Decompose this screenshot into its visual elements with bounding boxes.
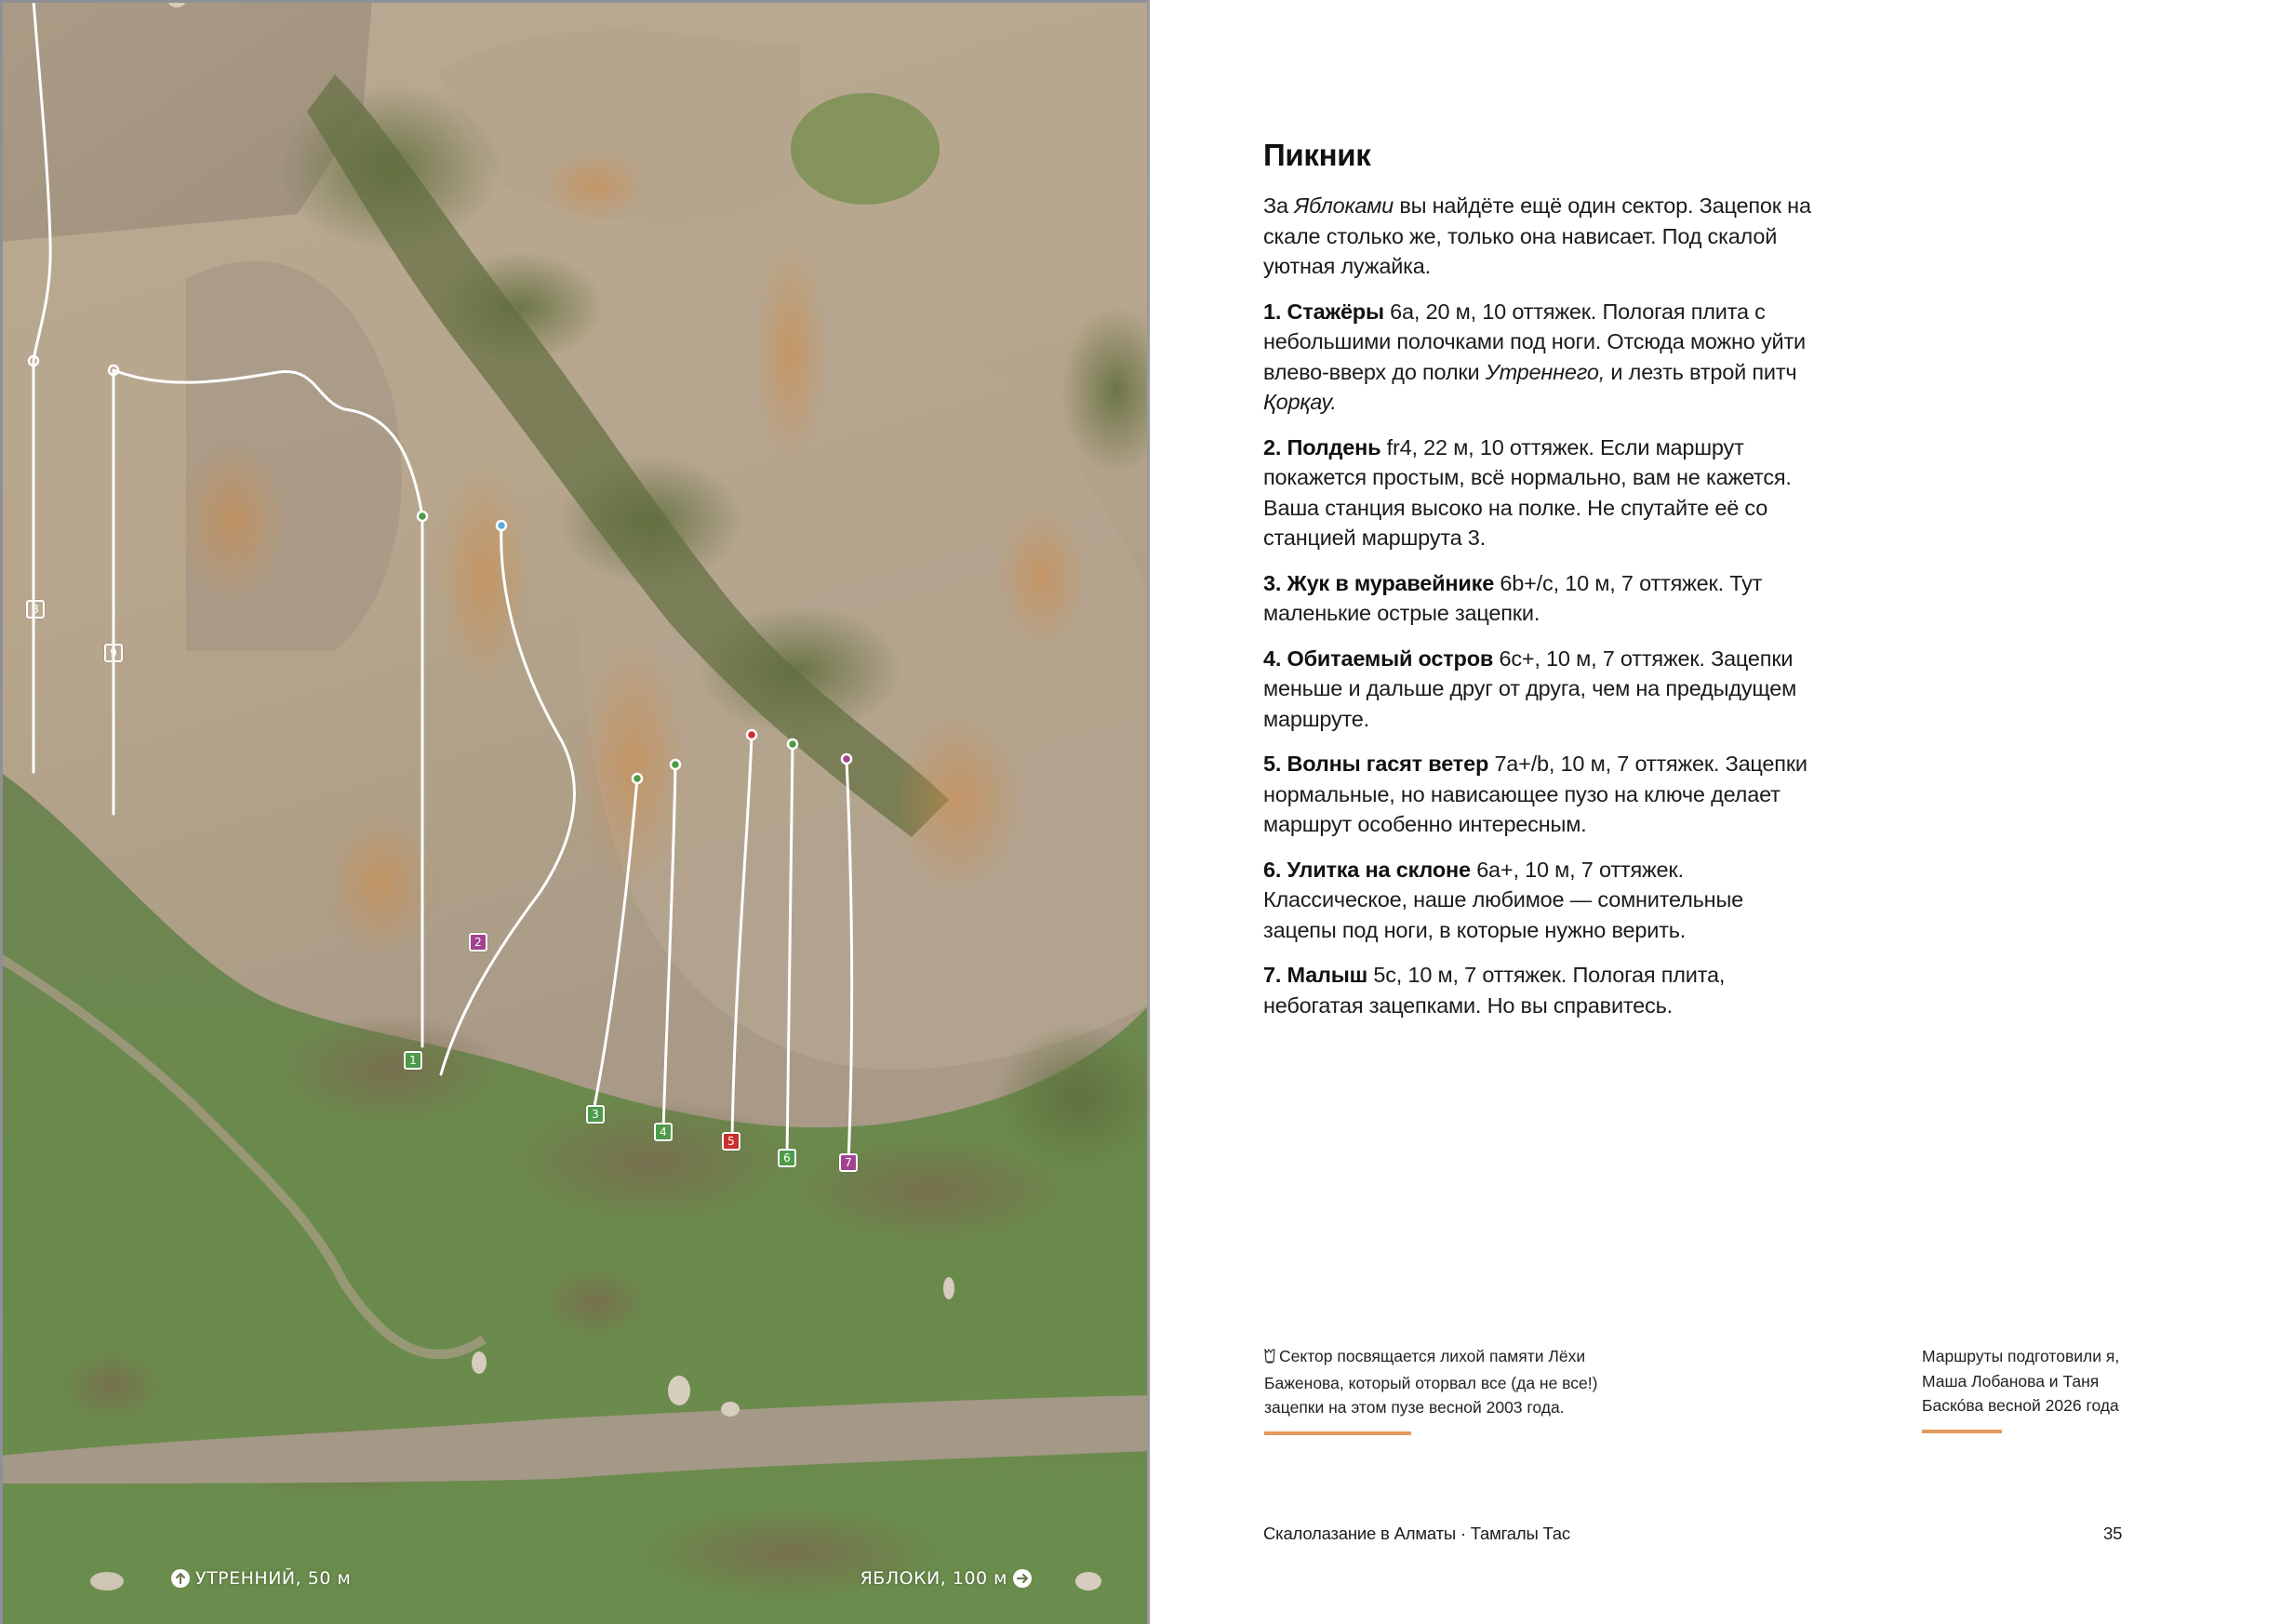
- route-line-6: [787, 744, 793, 1158]
- accent-rule: [1264, 1431, 1411, 1435]
- sector-title: Пикник: [1263, 138, 1371, 172]
- route-reference-italic: Утреннего,: [1485, 359, 1606, 384]
- intro-italic: Яблоками: [1294, 193, 1394, 218]
- route-entry-6: [1263, 855, 1821, 946]
- route-name: 1. Стажёры: [1263, 299, 1384, 324]
- route-line-2: [441, 526, 574, 1074]
- route-marker-3[interactable]: 3: [586, 1105, 605, 1124]
- intro-text-pre: За: [1263, 193, 1295, 218]
- route-details: 6b+/c, 10 м, 7 оттяжек. Тут маленькие острые зацепки.: [1263, 570, 1763, 625]
- previous-sector-link[interactable]: [171, 1568, 351, 1589]
- memorial-text: Сектор посвящается лихой памяти Лёхи Баженова, который оторвал все (да не все!) зацепки на этом пузе весной 2003 года.: [1264, 1347, 1598, 1417]
- previous-sector-label: УТРЕННИЙ, 50 м: [195, 1568, 352, 1589]
- route-line-4: [663, 765, 675, 1130]
- route-marker-9[interactable]: 9: [104, 644, 123, 662]
- route-marker-2[interactable]: 2: [469, 933, 487, 952]
- page-number: 35: [2103, 1524, 2123, 1543]
- route-entry-7: [1263, 960, 1821, 1020]
- next-sector-link[interactable]: [860, 1568, 1032, 1589]
- route-name: 6. Улитка на склоне: [1263, 857, 1471, 882]
- route-details: 5c, 10 м, 7 оттяжек. Пологая плита, небогатая зацепками. Но вы справитесь.: [1263, 963, 1726, 1018]
- intro-paragraph: [1263, 191, 1821, 282]
- accent-rule: [1922, 1430, 2002, 1433]
- intro-text-post: вы найдёте ещё один сектор. Зацепок на скале столько же, только она нависает. Под скалой уютная лужайка.: [1263, 193, 1811, 278]
- route-marker-6[interactable]: 6: [778, 1149, 796, 1167]
- credits-text: Маршруты подготовили я, Маша Лобанова и Таня Баскóва весной 2026 года: [1922, 1347, 2120, 1415]
- route-details: 6c+, 10 м, 7 оттяжек. Зацепки меньше и дальше друг от друга, чем на предыдущем маршруте.: [1263, 646, 1797, 731]
- route-name: 3. Жук в муравейнике: [1263, 570, 1495, 595]
- route-line-5: [732, 735, 752, 1139]
- route-name: 4. Обитаемый остров: [1263, 646, 1494, 671]
- route-1-anchor: [418, 512, 427, 521]
- sector-description: [1263, 191, 1821, 1035]
- route-marker-5[interactable]: 5: [722, 1132, 740, 1151]
- text-page: [1150, 0, 2294, 1624]
- route-6-anchor: [788, 739, 797, 749]
- arrow-up-circle-icon: [171, 1569, 190, 1588]
- route-name: 5. Волны гасят ветер: [1263, 752, 1489, 776]
- route-entry-5: [1263, 749, 1821, 840]
- arrow-right-circle-icon: [1013, 1569, 1032, 1588]
- route-details: fr4, 22 м, 10 оттяжек. Если маршрут покажется простым, всё нормально, вам не кажется. Ваша станция высоко на полке. Не спутайте её со станцией маршрута 3.: [1263, 434, 1792, 550]
- route-details: 7a+/b, 10 м, 7 оттяжек. Зацепки нормальные, но нависающее пузо на ключе делает маршрут особенно интересным.: [1263, 752, 1807, 836]
- route-line-extension: [113, 370, 422, 516]
- route-details-cont: и лезть втрой питч: [1605, 359, 1797, 384]
- credits-note: [1922, 1344, 2164, 1433]
- memorial-note: [1264, 1344, 1599, 1435]
- route-3-anchor: [633, 774, 642, 783]
- running-footer: Скалолазание в Алматы · Тамгалы Тас: [1263, 1524, 1570, 1543]
- route-details: 6a+, 10 м, 7 оттяжек. Классическое, наше любимое — сомнительные зацепы под ноги, в которые нужно верить.: [1263, 857, 1744, 942]
- route-4-anchor: [671, 760, 680, 769]
- route-entry-4: [1263, 644, 1821, 735]
- route-marker-8[interactable]: 8: [26, 600, 45, 619]
- route-7-anchor: [842, 754, 851, 764]
- route-entry-2: [1263, 433, 1821, 553]
- route-entry-3: [1263, 568, 1821, 629]
- route-2-anchor: [497, 521, 506, 530]
- route-line-8: [33, 0, 50, 772]
- route-line-3: [594, 779, 637, 1112]
- next-sector-label: ЯБЛОКИ, 100 м: [860, 1568, 1007, 1589]
- route-entry-1: [1263, 297, 1821, 418]
- route-marker-7[interactable]: 7: [839, 1153, 858, 1172]
- route-reference-italic: Қорқау.: [1263, 390, 1337, 414]
- memorial-glass-icon: [1264, 1346, 1275, 1371]
- route-details: 6а, 20 м, 10 оттяжек. Пологая плита с небольшими полочками под ноги. Отсюда можно уйти влево-вверх до полки: [1263, 299, 1806, 384]
- route-5-anchor: [747, 730, 756, 739]
- route-name: 2. Полдень: [1263, 434, 1381, 459]
- route-name: 7. Малыш: [1263, 963, 1368, 987]
- route-line-7: [847, 759, 852, 1163]
- route-marker-4[interactable]: 4: [654, 1123, 673, 1141]
- route-marker-1[interactable]: 1: [404, 1051, 422, 1070]
